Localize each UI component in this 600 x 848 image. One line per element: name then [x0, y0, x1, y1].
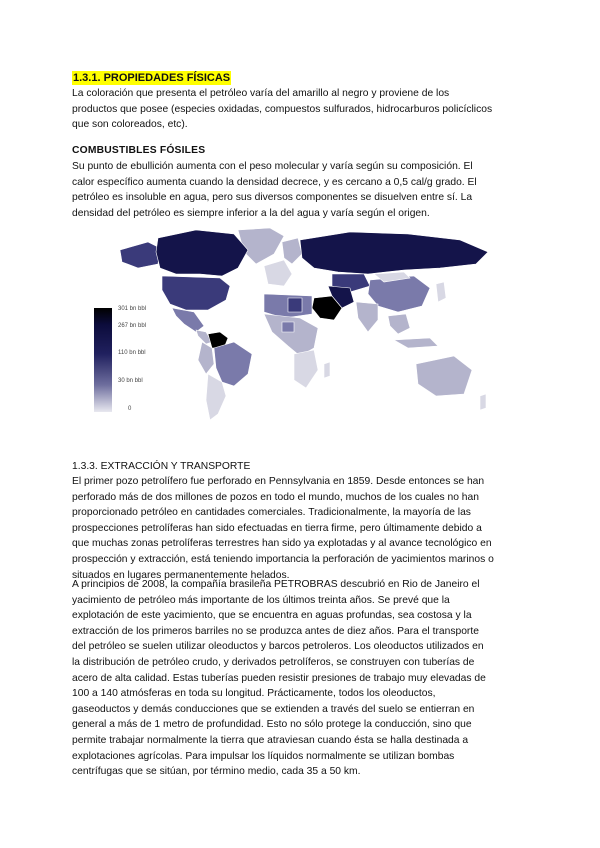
text-line: El primer pozo petrolífero fue perforado en Pennsylvania en 1859. Desde entonces se han	[72, 476, 485, 487]
text-line: prospecciones petrolíferas han sido efectuadas en tierra firme, pero últimamente debido a	[72, 522, 482, 534]
text-line: petróleo es insoluble en agua, pero sus diversos componentes se disuelven entre sí. La	[72, 192, 473, 204]
text-line: La coloración que presenta el petróleo varía del amarillo al negro y proviene de los	[72, 88, 450, 99]
region-mexico	[172, 308, 204, 332]
text-line: gaseoductos y demás conducciones que se extienden a través del suelo se entierran en	[72, 703, 475, 715]
region-australia	[416, 356, 472, 396]
region-greenland	[238, 228, 284, 264]
paragraph-combustibles	[72, 159, 532, 221]
section-heading-extraccion-transporte: 1.3.3. EXTRACCIÓN Y TRANSPORTE	[72, 461, 251, 472]
legend-label-0: 0	[128, 406, 132, 412]
text-line: Su punto de ebullición aumenta con el peso molecular y varía según su composición. El	[72, 161, 473, 172]
legend-label-30: 30 bn bbl	[118, 378, 143, 384]
region-new-zealand	[480, 394, 486, 410]
legend-label-301: 301 bn bbl	[118, 306, 147, 312]
text-line: proporcionado petróleo en cantidades comerciales. Tradicionalmente, la mayoría de las	[72, 507, 471, 519]
region-libya	[288, 298, 302, 312]
text-line: del petróleo se suelen utilizar oleoductos y barcos petroleros. Los oleoductos utilizados en	[72, 641, 484, 653]
text-line: perforado más de dos millones de pozos en todo el mundo, muchos de los cuales no han	[72, 491, 479, 503]
text-line: acero de alta calidad. Estas tuberías pueden resistir presiones de trabajo muy elevadas de	[72, 672, 486, 684]
region-canada	[156, 230, 248, 276]
region-usa	[162, 276, 230, 310]
text-line: explotaciones agrícolas. Para impulsar los líquidos normalmente se utilizan bombas	[72, 750, 455, 762]
text-line: permite trabajar normalmente la tierra que atraviesan cuando ésta se halla destinada a	[72, 734, 469, 746]
legend-label-267: 267 bn bbl	[118, 323, 147, 329]
text-line: que son coloreados, etc).	[72, 119, 188, 131]
region-alaska	[120, 242, 160, 268]
legend-color-scale	[94, 308, 112, 412]
region-indonesia	[394, 338, 438, 348]
text-line: 100 a 140 atmósferas en toda su longitud. Prácticamente, todos los oleoductos,	[72, 688, 436, 700]
region-brazil	[214, 342, 252, 386]
region-southern-africa	[294, 350, 318, 388]
text-line: general a más de 1 metro de profundidad. Esto no sólo protege la conducción, sino que	[72, 719, 472, 731]
region-japan	[436, 282, 446, 302]
region-southeast-asia	[388, 314, 410, 334]
region-central-africa	[264, 314, 318, 356]
section-heading-combustibles-fosiles: COMBUSTIBLES FÓSILES	[72, 145, 206, 156]
text-line: calor específico aumenta cuando la densidad decrece, y es cercano a 0,5 cal/g grado. El	[72, 176, 477, 188]
region-madagascar	[324, 362, 330, 378]
region-scandinavia	[282, 238, 302, 264]
region-europe-west	[264, 260, 292, 286]
region-nigeria	[282, 322, 294, 332]
text-line: que muchas zonas petrolíferas terrestres han sido ya explotadas y al avance tecnológico en	[72, 538, 492, 550]
paragraph-propiedades	[72, 86, 532, 133]
paragraph-extraccion-1	[72, 474, 532, 583]
text-line: la distribución de petróleo crudo, y derivados petrolíferos, se construyen con tuberías de	[72, 656, 475, 668]
text-line: prospección y extracción, está teniendo importancia la perforación de yacimientos marinos o	[72, 553, 494, 565]
text-line: densidad del petróleo es siempre inferior a la del agua y varía según el origen.	[72, 207, 430, 219]
text-line: centrífugas que se sitúan, por término medio, cada 35 a 50 km.	[72, 766, 361, 778]
map-legend	[94, 308, 164, 414]
text-line: A principios de 2008, la compañía brasileña PETROBRAS descubrió en Rio de Janeiro el	[72, 579, 480, 590]
text-line: situados en lugares permanentemente helados.	[72, 569, 290, 581]
region-russia	[300, 232, 488, 274]
paragraph-extraccion-2	[72, 577, 532, 780]
legend-label-110: 110 bn bbl	[118, 350, 146, 356]
region-india	[356, 302, 378, 332]
text-line: productos que posee (especies oxidadas, compuestos sulfurados, hidrocarburos policíclicos	[72, 103, 493, 115]
text-line: explotación de este yacimiento, que se encuentra en aguas profundas, sea costosa y la	[72, 610, 472, 622]
text-line: yacimiento de petróleo más importante de los últimos treinta años. Se prevé que la	[72, 594, 450, 606]
text-line: extracción de los primeros barriles no se produzca antes de diez años. Para el transporte	[72, 625, 479, 637]
section-heading-propiedades-fisicas: 1.3.1. PROPIEDADES FÍSICAS	[73, 72, 231, 84]
